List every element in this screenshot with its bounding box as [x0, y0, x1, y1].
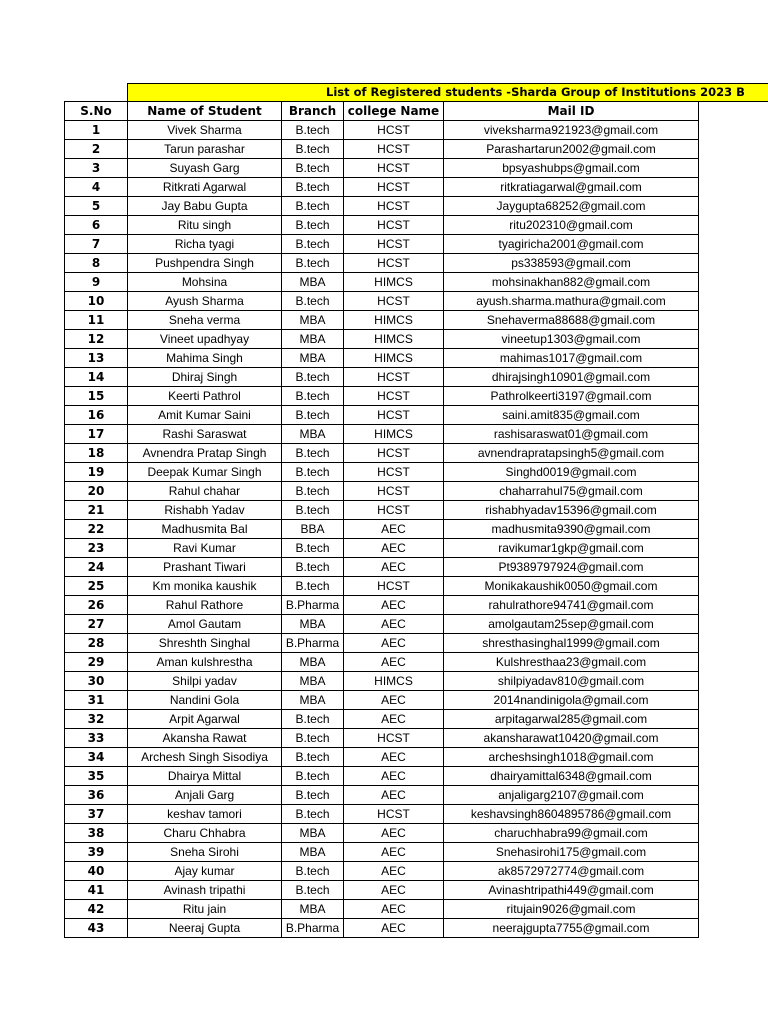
- table-row: [65, 254, 699, 273]
- cell-mail: shresthasinghal1999@gmail.com: [444, 634, 699, 653]
- cell-branch: B.tech: [282, 178, 344, 197]
- cell-branch: MBA: [282, 330, 344, 349]
- table-row: [65, 406, 699, 425]
- header-branch: Branch: [282, 102, 344, 121]
- cell-mail: 2014nandinigola@gmail.com: [444, 691, 699, 710]
- cell-college: HCST: [344, 368, 444, 387]
- cell-branch: B.tech: [282, 729, 344, 748]
- cell-sno: 20: [65, 482, 128, 501]
- cell-branch: B.tech: [282, 482, 344, 501]
- table-row: [65, 330, 699, 349]
- cell-sno: 27: [65, 615, 128, 634]
- cell-college: AEC: [344, 824, 444, 843]
- cell-name: Aman kulshrestha: [128, 653, 282, 672]
- cell-sno: 40: [65, 862, 128, 881]
- cell-college: HIMCS: [344, 349, 444, 368]
- cell-mail: shilpiyadav810@gmail.com: [444, 672, 699, 691]
- cell-mail: rashisaraswat01@gmail.com: [444, 425, 699, 444]
- cell-sno: 12: [65, 330, 128, 349]
- table-row: [65, 311, 699, 330]
- cell-sno: 35: [65, 767, 128, 786]
- table-row: [65, 824, 699, 843]
- cell-sno: 15: [65, 387, 128, 406]
- table-row: [65, 577, 699, 596]
- cell-name: Shilpi yadav: [128, 672, 282, 691]
- header-mail: Mail ID: [444, 102, 699, 121]
- table-row: [65, 197, 699, 216]
- cell-college: HIMCS: [344, 311, 444, 330]
- cell-branch: B.tech: [282, 862, 344, 881]
- cell-branch: MBA: [282, 900, 344, 919]
- table-row: [65, 178, 699, 197]
- cell-college: AEC: [344, 748, 444, 767]
- cell-college: HIMCS: [344, 672, 444, 691]
- cell-sno: 8: [65, 254, 128, 273]
- cell-sno: 42: [65, 900, 128, 919]
- table-row: [65, 805, 699, 824]
- cell-name: Ayush Sharma: [128, 292, 282, 311]
- cell-branch: B.tech: [282, 159, 344, 178]
- cell-college: AEC: [344, 843, 444, 862]
- cell-college: HCST: [344, 729, 444, 748]
- cell-college: HCST: [344, 577, 444, 596]
- cell-branch: MBA: [282, 349, 344, 368]
- cell-branch: B.tech: [282, 254, 344, 273]
- cell-mail: Kulshresthaa23@gmail.com: [444, 653, 699, 672]
- cell-college: HCST: [344, 235, 444, 254]
- cell-mail: chaharrahul75@gmail.com: [444, 482, 699, 501]
- cell-college: HCST: [344, 292, 444, 311]
- cell-branch: B.tech: [282, 881, 344, 900]
- cell-mail: ritujain9026@gmail.com: [444, 900, 699, 919]
- cell-mail: Parashartarun2002@gmail.com: [444, 140, 699, 159]
- cell-name: Archesh Singh Sisodiya: [128, 748, 282, 767]
- table-row: [65, 501, 699, 520]
- cell-mail: keshavsingh8604895786@gmail.com: [444, 805, 699, 824]
- cell-branch: B.tech: [282, 539, 344, 558]
- cell-college: HCST: [344, 197, 444, 216]
- cell-college: AEC: [344, 520, 444, 539]
- table-row: [65, 482, 699, 501]
- cell-name: Ritu singh: [128, 216, 282, 235]
- table-row: [65, 843, 699, 862]
- cell-branch: B.Pharma: [282, 596, 344, 615]
- cell-mail: bpsyashubps@gmail.com: [444, 159, 699, 178]
- cell-name: Suyash Garg: [128, 159, 282, 178]
- header-row: [65, 102, 699, 121]
- table-row: [65, 786, 699, 805]
- cell-mail: rishabhyadav15396@gmail.com: [444, 501, 699, 520]
- table-row: [65, 425, 699, 444]
- cell-name: Pushpendra Singh: [128, 254, 282, 273]
- cell-mail: ritkratiagarwal@gmail.com: [444, 178, 699, 197]
- cell-branch: B.tech: [282, 577, 344, 596]
- table-row: [65, 653, 699, 672]
- cell-name: Dhairya Mittal: [128, 767, 282, 786]
- cell-college: AEC: [344, 919, 444, 938]
- cell-sno: 34: [65, 748, 128, 767]
- cell-branch: B.tech: [282, 444, 344, 463]
- cell-branch: B.tech: [282, 786, 344, 805]
- cell-sno: 30: [65, 672, 128, 691]
- cell-college: AEC: [344, 710, 444, 729]
- cell-college: AEC: [344, 615, 444, 634]
- cell-mail: dhirajsingh10901@gmail.com: [444, 368, 699, 387]
- cell-mail: archeshsingh1018@gmail.com: [444, 748, 699, 767]
- table-row: [65, 463, 699, 482]
- table-row: [65, 900, 699, 919]
- cell-name: Avnendra Pratap Singh: [128, 444, 282, 463]
- cell-mail: Pt9389797924@gmail.com: [444, 558, 699, 577]
- cell-branch: MBA: [282, 691, 344, 710]
- table-row: [65, 539, 699, 558]
- cell-name: Charu Chhabra: [128, 824, 282, 843]
- cell-mail: madhusmita9390@gmail.com: [444, 520, 699, 539]
- cell-sno: 31: [65, 691, 128, 710]
- cell-name: Ritkrati Agarwal: [128, 178, 282, 197]
- cell-name: Anjali Garg: [128, 786, 282, 805]
- cell-college: AEC: [344, 786, 444, 805]
- cell-college: HIMCS: [344, 330, 444, 349]
- cell-name: Avinash tripathi: [128, 881, 282, 900]
- cell-branch: MBA: [282, 843, 344, 862]
- cell-sno: 21: [65, 501, 128, 520]
- table-row: [65, 368, 699, 387]
- cell-sno: 29: [65, 653, 128, 672]
- cell-sno: 5: [65, 197, 128, 216]
- cell-name: Vineet upadhyay: [128, 330, 282, 349]
- header-college: college Name: [344, 102, 444, 121]
- sheet-title-banner: List of Registered students -Sharda Group of Institutions 2023 B: [127, 83, 768, 102]
- cell-sno: 16: [65, 406, 128, 425]
- cell-name: Madhusmita Bal: [128, 520, 282, 539]
- cell-sno: 32: [65, 710, 128, 729]
- cell-name: Neeraj Gupta: [128, 919, 282, 938]
- cell-name: Mohsina: [128, 273, 282, 292]
- cell-name: Akansha Rawat: [128, 729, 282, 748]
- table-row: [65, 634, 699, 653]
- table-body: [65, 121, 699, 938]
- cell-college: HCST: [344, 501, 444, 520]
- cell-college: HCST: [344, 463, 444, 482]
- cell-branch: B.tech: [282, 767, 344, 786]
- table-row: [65, 710, 699, 729]
- cell-college: HCST: [344, 121, 444, 140]
- cell-branch: B.Pharma: [282, 634, 344, 653]
- cell-branch: B.tech: [282, 292, 344, 311]
- cell-sno: 23: [65, 539, 128, 558]
- table-row: [65, 121, 699, 140]
- cell-college: HIMCS: [344, 273, 444, 292]
- cell-name: Ritu jain: [128, 900, 282, 919]
- cell-mail: Snehaverma88688@gmail.com: [444, 311, 699, 330]
- cell-college: HCST: [344, 216, 444, 235]
- cell-branch: MBA: [282, 273, 344, 292]
- table-row: [65, 159, 699, 178]
- table-row: [65, 444, 699, 463]
- cell-college: AEC: [344, 634, 444, 653]
- table-row: [65, 748, 699, 767]
- cell-mail: rahulrathore94741@gmail.com: [444, 596, 699, 615]
- table-row: [65, 558, 699, 577]
- cell-sno: 25: [65, 577, 128, 596]
- cell-mail: Singhd0019@gmail.com: [444, 463, 699, 482]
- cell-mail: viveksharma921923@gmail.com: [444, 121, 699, 140]
- cell-sno: 22: [65, 520, 128, 539]
- cell-college: AEC: [344, 539, 444, 558]
- cell-name: Keerti Pathrol: [128, 387, 282, 406]
- cell-mail: charuchhabra99@gmail.com: [444, 824, 699, 843]
- cell-mail: tyagiricha2001@gmail.com: [444, 235, 699, 254]
- cell-college: AEC: [344, 900, 444, 919]
- table-row: [65, 292, 699, 311]
- table-row: [65, 349, 699, 368]
- cell-branch: MBA: [282, 653, 344, 672]
- cell-branch: MBA: [282, 425, 344, 444]
- cell-college: HCST: [344, 140, 444, 159]
- cell-college: HCST: [344, 444, 444, 463]
- cell-sno: 7: [65, 235, 128, 254]
- cell-mail: ak8572972774@gmail.com: [444, 862, 699, 881]
- table-row: [65, 881, 699, 900]
- cell-mail: Pathrolkeerti3197@gmail.com: [444, 387, 699, 406]
- cell-name: Rishabh Yadav: [128, 501, 282, 520]
- cell-branch: MBA: [282, 824, 344, 843]
- cell-mail: amolgautam25sep@gmail.com: [444, 615, 699, 634]
- table-row: [65, 862, 699, 881]
- cell-name: Amol Gautam: [128, 615, 282, 634]
- table-row: [65, 387, 699, 406]
- cell-name: Amit Kumar Saini: [128, 406, 282, 425]
- cell-mail: mohsinakhan882@gmail.com: [444, 273, 699, 292]
- cell-mail: arpitagarwal285@gmail.com: [444, 710, 699, 729]
- cell-mail: ravikumar1gkp@gmail.com: [444, 539, 699, 558]
- cell-name: Sneha verma: [128, 311, 282, 330]
- cell-name: Ravi Kumar: [128, 539, 282, 558]
- cell-sno: 43: [65, 919, 128, 938]
- cell-name: Rahul Rathore: [128, 596, 282, 615]
- cell-mail: saini.amit835@gmail.com: [444, 406, 699, 425]
- cell-mail: mahimas1017@gmail.com: [444, 349, 699, 368]
- cell-college: AEC: [344, 596, 444, 615]
- cell-name: Rahul chahar: [128, 482, 282, 501]
- table-row: [65, 767, 699, 786]
- table-row: [65, 729, 699, 748]
- cell-college: HCST: [344, 805, 444, 824]
- cell-name: Dhiraj Singh: [128, 368, 282, 387]
- cell-sno: 41: [65, 881, 128, 900]
- cell-mail: dhairyamittal6348@gmail.com: [444, 767, 699, 786]
- cell-sno: 18: [65, 444, 128, 463]
- cell-college: HCST: [344, 482, 444, 501]
- cell-branch: BBA: [282, 520, 344, 539]
- cell-mail: neerajgupta7755@gmail.com: [444, 919, 699, 938]
- cell-name: Nandini Gola: [128, 691, 282, 710]
- cell-name: Richa tyagi: [128, 235, 282, 254]
- table-row: [65, 273, 699, 292]
- cell-mail: Snehasirohi175@gmail.com: [444, 843, 699, 862]
- cell-mail: Monikakaushik0050@gmail.com: [444, 577, 699, 596]
- cell-branch: B.tech: [282, 235, 344, 254]
- cell-college: HCST: [344, 406, 444, 425]
- cell-sno: 33: [65, 729, 128, 748]
- cell-college: HCST: [344, 159, 444, 178]
- cell-college: AEC: [344, 767, 444, 786]
- table-row: [65, 615, 699, 634]
- cell-branch: B.tech: [282, 121, 344, 140]
- table-row: [65, 672, 699, 691]
- cell-mail: Avinashtripathi449@gmail.com: [444, 881, 699, 900]
- cell-sno: 39: [65, 843, 128, 862]
- cell-mail: akansharawat10420@gmail.com: [444, 729, 699, 748]
- cell-branch: MBA: [282, 672, 344, 691]
- cell-sno: 10: [65, 292, 128, 311]
- cell-name: Arpit Agarwal: [128, 710, 282, 729]
- cell-sno: 17: [65, 425, 128, 444]
- cell-name: Deepak Kumar Singh: [128, 463, 282, 482]
- cell-college: HIMCS: [344, 425, 444, 444]
- cell-name: Km monika kaushik: [128, 577, 282, 596]
- cell-college: AEC: [344, 862, 444, 881]
- cell-mail: Jaygupta68252@gmail.com: [444, 197, 699, 216]
- table-row: [65, 140, 699, 159]
- cell-sno: 11: [65, 311, 128, 330]
- cell-sno: 14: [65, 368, 128, 387]
- cell-branch: B.tech: [282, 368, 344, 387]
- cell-mail: ayush.sharma.mathura@gmail.com: [444, 292, 699, 311]
- table-row: [65, 216, 699, 235]
- cell-branch: B.Pharma: [282, 919, 344, 938]
- cell-branch: B.tech: [282, 710, 344, 729]
- cell-branch: B.tech: [282, 805, 344, 824]
- cell-college: HCST: [344, 254, 444, 273]
- table-row: [65, 520, 699, 539]
- cell-name: Mahima Singh: [128, 349, 282, 368]
- cell-sno: 13: [65, 349, 128, 368]
- header-name: Name of Student: [128, 102, 282, 121]
- cell-sno: 9: [65, 273, 128, 292]
- table-row: [65, 919, 699, 938]
- cell-sno: 37: [65, 805, 128, 824]
- cell-branch: B.tech: [282, 501, 344, 520]
- cell-sno: 24: [65, 558, 128, 577]
- cell-college: AEC: [344, 653, 444, 672]
- cell-name: Vivek Sharma: [128, 121, 282, 140]
- cell-mail: ps338593@gmail.com: [444, 254, 699, 273]
- cell-college: HCST: [344, 178, 444, 197]
- cell-name: Jay Babu Gupta: [128, 197, 282, 216]
- cell-branch: B.tech: [282, 197, 344, 216]
- table-row: [65, 691, 699, 710]
- cell-sno: 3: [65, 159, 128, 178]
- cell-sno: 38: [65, 824, 128, 843]
- cell-name: Prashant Tiwari: [128, 558, 282, 577]
- cell-branch: B.tech: [282, 406, 344, 425]
- cell-branch: MBA: [282, 311, 344, 330]
- cell-sno: 28: [65, 634, 128, 653]
- cell-branch: B.tech: [282, 140, 344, 159]
- cell-mail: avnendrapratapsingh5@gmail.com: [444, 444, 699, 463]
- cell-sno: 2: [65, 140, 128, 159]
- cell-sno: 4: [65, 178, 128, 197]
- cell-sno: 1: [65, 121, 128, 140]
- cell-college: AEC: [344, 558, 444, 577]
- cell-college: AEC: [344, 881, 444, 900]
- cell-mail: vineetup1303@gmail.com: [444, 330, 699, 349]
- cell-sno: 26: [65, 596, 128, 615]
- cell-name: keshav tamori: [128, 805, 282, 824]
- cell-name: Tarun parashar: [128, 140, 282, 159]
- cell-name: Sneha Sirohi: [128, 843, 282, 862]
- students-table: [64, 101, 699, 938]
- cell-branch: MBA: [282, 615, 344, 634]
- cell-name: Ajay kumar: [128, 862, 282, 881]
- header-sno: S.No: [65, 102, 128, 121]
- cell-branch: B.tech: [282, 748, 344, 767]
- cell-college: AEC: [344, 691, 444, 710]
- cell-mail: ritu202310@gmail.com: [444, 216, 699, 235]
- table-row: [65, 596, 699, 615]
- cell-name: Rashi Saraswat: [128, 425, 282, 444]
- table-row: [65, 235, 699, 254]
- cell-mail: anjaligarg2107@gmail.com: [444, 786, 699, 805]
- cell-college: HCST: [344, 387, 444, 406]
- cell-branch: B.tech: [282, 387, 344, 406]
- cell-sno: 36: [65, 786, 128, 805]
- cell-name: Shreshth Singhal: [128, 634, 282, 653]
- cell-branch: B.tech: [282, 463, 344, 482]
- cell-branch: B.tech: [282, 216, 344, 235]
- cell-branch: B.tech: [282, 558, 344, 577]
- cell-sno: 19: [65, 463, 128, 482]
- cell-sno: 6: [65, 216, 128, 235]
